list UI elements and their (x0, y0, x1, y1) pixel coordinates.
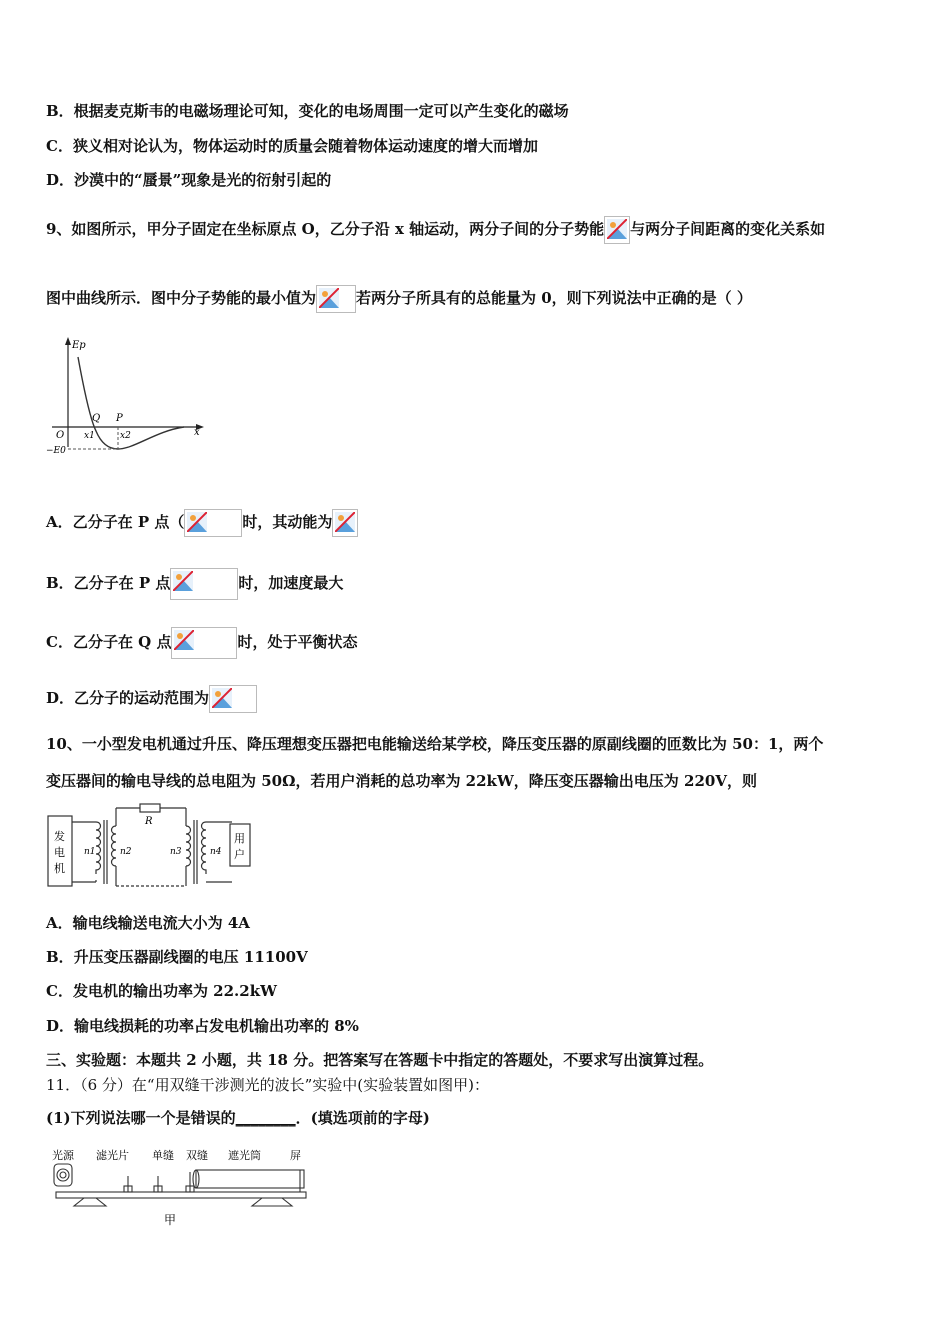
q9-b-part1: B．乙分子在 P 点 (46, 574, 171, 592)
graph-point-p: P (116, 413, 123, 424)
q10-stem-line1: 10、一小型发电机通过升压、降压理想变压器把电能输送给某学校，降压变压器的原副线圈的匝数比为 50：1，两个 (46, 735, 824, 753)
q10-option-c: C．发电机的输出功率为 22.2kW (46, 982, 277, 1000)
q10-stem-line2: 变压器间的输电导线的总电阻为 50Ω，若用户消耗的总功率为 22kW，降压变压器输出电压为 220V，则 (46, 772, 757, 790)
q9-a-part2: 时，其动能为 (242, 513, 333, 531)
graph-x2: x2 (120, 431, 131, 441)
q9-stem-2b: 若两分子所具有的总能量为 0，则下列说法中正确的是（ ） (356, 289, 752, 307)
circuit-n4: n4 (210, 847, 222, 857)
image-placeholder-icon (170, 568, 238, 600)
q9-option-a (46, 509, 358, 537)
circuit-n1: n1 (84, 847, 96, 857)
q8-option-d: D．沙漠中的“蜃景”现象是光的衍射引起的 (46, 171, 332, 189)
q10-option-d: D．输电线损耗的功率占发电机输出功率的 8% (46, 1017, 359, 1035)
q11-sub1-a: (1)下列说法哪一个是错误的 (46, 1109, 236, 1127)
q9-stem-2a: 图中曲线所示．图中分子势能的最小值为 (46, 289, 317, 307)
q9-option-d (46, 685, 257, 713)
q9-d-part1: D．乙分子的运动范围为 (46, 689, 210, 707)
apparatus-filter: 滤光片 (96, 1149, 129, 1162)
image-placeholder-icon (332, 509, 358, 537)
q11-sub1-b: ．(填选项前的字母) (295, 1109, 430, 1127)
q9-stem-line1 (46, 216, 825, 244)
section-3-heading: 三、实验题：本题共 2 小题，共 18 分。把答案写在答题卡中指定的答题处，不要求写出演算过程。 (46, 1051, 714, 1069)
circuit-n2: n2 (120, 847, 132, 857)
apparatus-double-slit: 双缝 (186, 1149, 208, 1162)
graph-xlabel: x (194, 427, 200, 438)
circuit-generator-3: 机 (54, 862, 65, 875)
q9-b-part2: 时，加速度最大 (238, 574, 344, 592)
apparatus-light-source: 光源 (52, 1149, 74, 1162)
graph-point-q: Q (92, 413, 101, 424)
image-placeholder-icon (604, 216, 630, 244)
q9-c-part2: 时，处于平衡状态 (237, 633, 358, 651)
q8-option-c: C．狭义相对论认为，物体运动时的质量会随着物体运动速度的增大而增加 (46, 137, 538, 155)
q9-option-b (46, 568, 343, 600)
potential-energy-graph (44, 335, 214, 460)
q10-option-a: A．输电线输送电流大小为 4A (46, 914, 250, 932)
q9-option-c (46, 627, 357, 659)
apparatus-caption: 甲 (164, 1213, 177, 1227)
image-placeholder-icon (171, 627, 237, 659)
apparatus-screen: 屏 (290, 1149, 301, 1162)
transformer-circuit-diagram (44, 802, 264, 894)
apparatus-single-slit: 单缝 (152, 1149, 174, 1162)
q9-stem-1b: 与两分子间距离的变化关系如 (630, 220, 826, 238)
apparatus-tube: 遮光筒 (228, 1149, 261, 1162)
graph-ylabel: Ep (72, 340, 86, 351)
image-placeholder-icon (316, 285, 356, 313)
graph-min-energy: −E0 (46, 446, 66, 456)
circuit-user-1: 用 (234, 832, 245, 845)
q11-answer-blank: ________ (235, 1109, 296, 1127)
q9-stem-1a: 9、如图所示，甲分子固定在坐标原点 O，乙分子沿 x 轴运动，两分子间的分子势能 (46, 220, 605, 238)
image-placeholder-icon (184, 509, 242, 537)
image-placeholder-icon (209, 685, 257, 713)
q9-a-part1: A．乙分子在 P 点（ (46, 513, 185, 531)
q10-option-b: B．升压变压器副线圈的电压 11100V (46, 948, 308, 966)
q9-c-part1: C．乙分子在 Q 点 (46, 633, 172, 651)
q9-stem-line2 (46, 285, 752, 313)
q8-option-b: B．根据麦克斯韦的电磁场理论可知，变化的电场周围一定可以产生变化的磁场 (46, 102, 569, 120)
graph-x1: x1 (84, 431, 95, 441)
circuit-user-2: 户 (234, 848, 245, 861)
circuit-n3: n3 (170, 847, 182, 857)
q11-stem: 11．（6 分）在“用双缝干涉测光的波长”实验中(实验装置如图甲)： (46, 1076, 489, 1094)
circuit-generator-2: 电 (54, 846, 65, 859)
circuit-resistor-label: R (145, 816, 153, 827)
circuit-generator-1: 发 (54, 830, 65, 843)
double-slit-apparatus (44, 1142, 314, 1230)
q11-sub1 (46, 1108, 430, 1128)
graph-origin: O (56, 430, 65, 441)
